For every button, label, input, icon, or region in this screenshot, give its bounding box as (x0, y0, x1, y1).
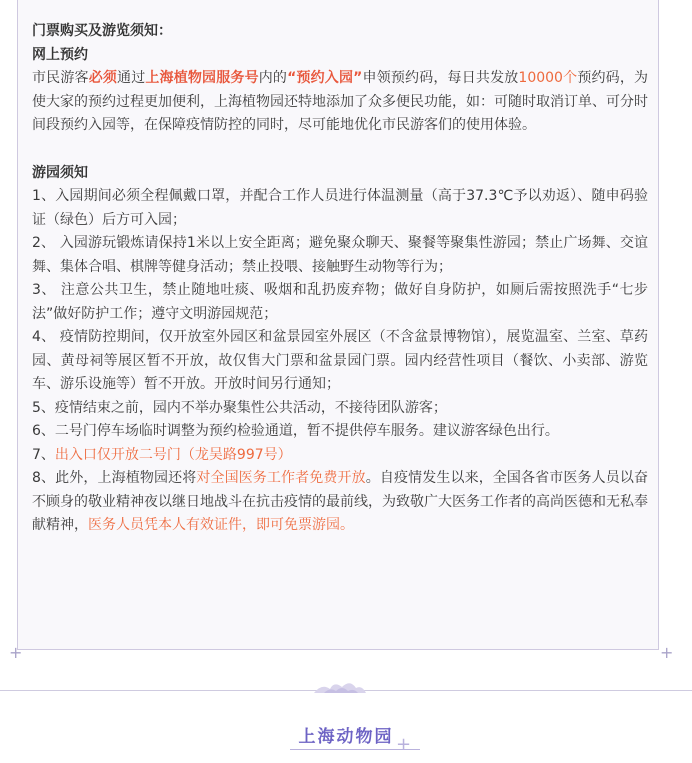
notice-content (32, 20, 648, 538)
cross-ornament-icon: + (660, 643, 674, 662)
text: 通过 (117, 70, 146, 86)
visit-item-5: 5、疫情结束之前，园内不举办聚集性公共活动，不接待团队游客； (32, 399, 447, 416)
service-account-highlight: 上海植物园服务号 (145, 70, 259, 86)
text: 7、 (32, 446, 55, 463)
visit-heading: 游园须知 (32, 164, 88, 181)
visit-item-6: 6、二号门停车场临时调整为预约检验通道，暂不提供停车服务。建议游客绿色出行。 (32, 423, 559, 439)
online-heading: 网上预约 (32, 46, 88, 63)
free-open-highlight: 对全国医务工作者免费开放 (196, 470, 366, 486)
visit-item-7 (32, 444, 648, 468)
text: 市民游客 (32, 70, 89, 86)
must-highlight: 必须 (88, 70, 118, 86)
next-section-title: 上海动物园 (298, 727, 394, 747)
text: 预约码，为使大家的预约过程更加便利，上海植物园还特地添加了众多便民功能，如：可随时取消订单、可分时间段预约入园等，在保障疫情防控的同时，尽可能地优化市民游客们的使用体验。 (32, 70, 648, 133)
text: 申领预约码，每日共发放 (362, 70, 519, 86)
free-entry-highlight: 医务人员凭本人有效证件，即可免票游园。 (88, 517, 354, 533)
cloud-ornament-icon (312, 679, 368, 695)
online-paragraph (32, 67, 648, 138)
notice-card (17, 0, 659, 650)
text: 。自疫情发生以来，全国各省市医务人员以奋不顾身的敬业精神夜以继日地战斗在抗击疫情的最前线，为致敬广大医务工作者的高尚医德和无私奉献精神， (32, 470, 648, 533)
visit-item-8 (32, 467, 648, 538)
reservation-highlight: “预约入园” (287, 70, 363, 86)
visit-item-2: 2、 入园游玩锻炼请保持1米以上安全距离；避免聚众聊天、聚餐等聚集性游园；禁止广场舞、交谊舞、集体合唱、棋牌等健身活动；禁止投喂、接触野生动物等行为； (32, 235, 648, 275)
text: 内的 (258, 70, 288, 86)
quota-highlight: 10000个 (518, 70, 578, 86)
entrance-highlight: 出入口仅开放二号门（龙吴路997号） (54, 446, 292, 463)
text: 8、此外，上海植物园还将 (32, 470, 197, 486)
cross-ornament-icon: + (9, 643, 23, 662)
spacer (32, 138, 648, 162)
visit-item-1: 1、入园期间必须全程佩戴口罩，并配合工作人员进行体温测量（高于37.3℃予以劝返）、随申码验证（绿色）后方可入园； (32, 188, 648, 228)
section-title: 门票购买及游览须知： (32, 23, 172, 39)
visit-item-3: 3、 注意公共卫生，禁止随地吐痰、吸烟和乱扔废弃物；做好自身防护，如厕后需按照洗手“七步法”做好防护工作；遵守文明游园规范； (32, 282, 648, 322)
visit-item-4: 4、 疫情防控期间，仅开放室外园区和盆景园室外展区（不含盆景博物馆），展览温室、兰室、草药园、黄母祠等展区暂不开放，故仅售大门票和盆景园门票。园内经营性项目（餐饮、小卖部、游览车、游乐设施等）暂不开放。开放时间另行通知； (32, 329, 648, 392)
cross-ornament-icon: + (396, 734, 412, 755)
